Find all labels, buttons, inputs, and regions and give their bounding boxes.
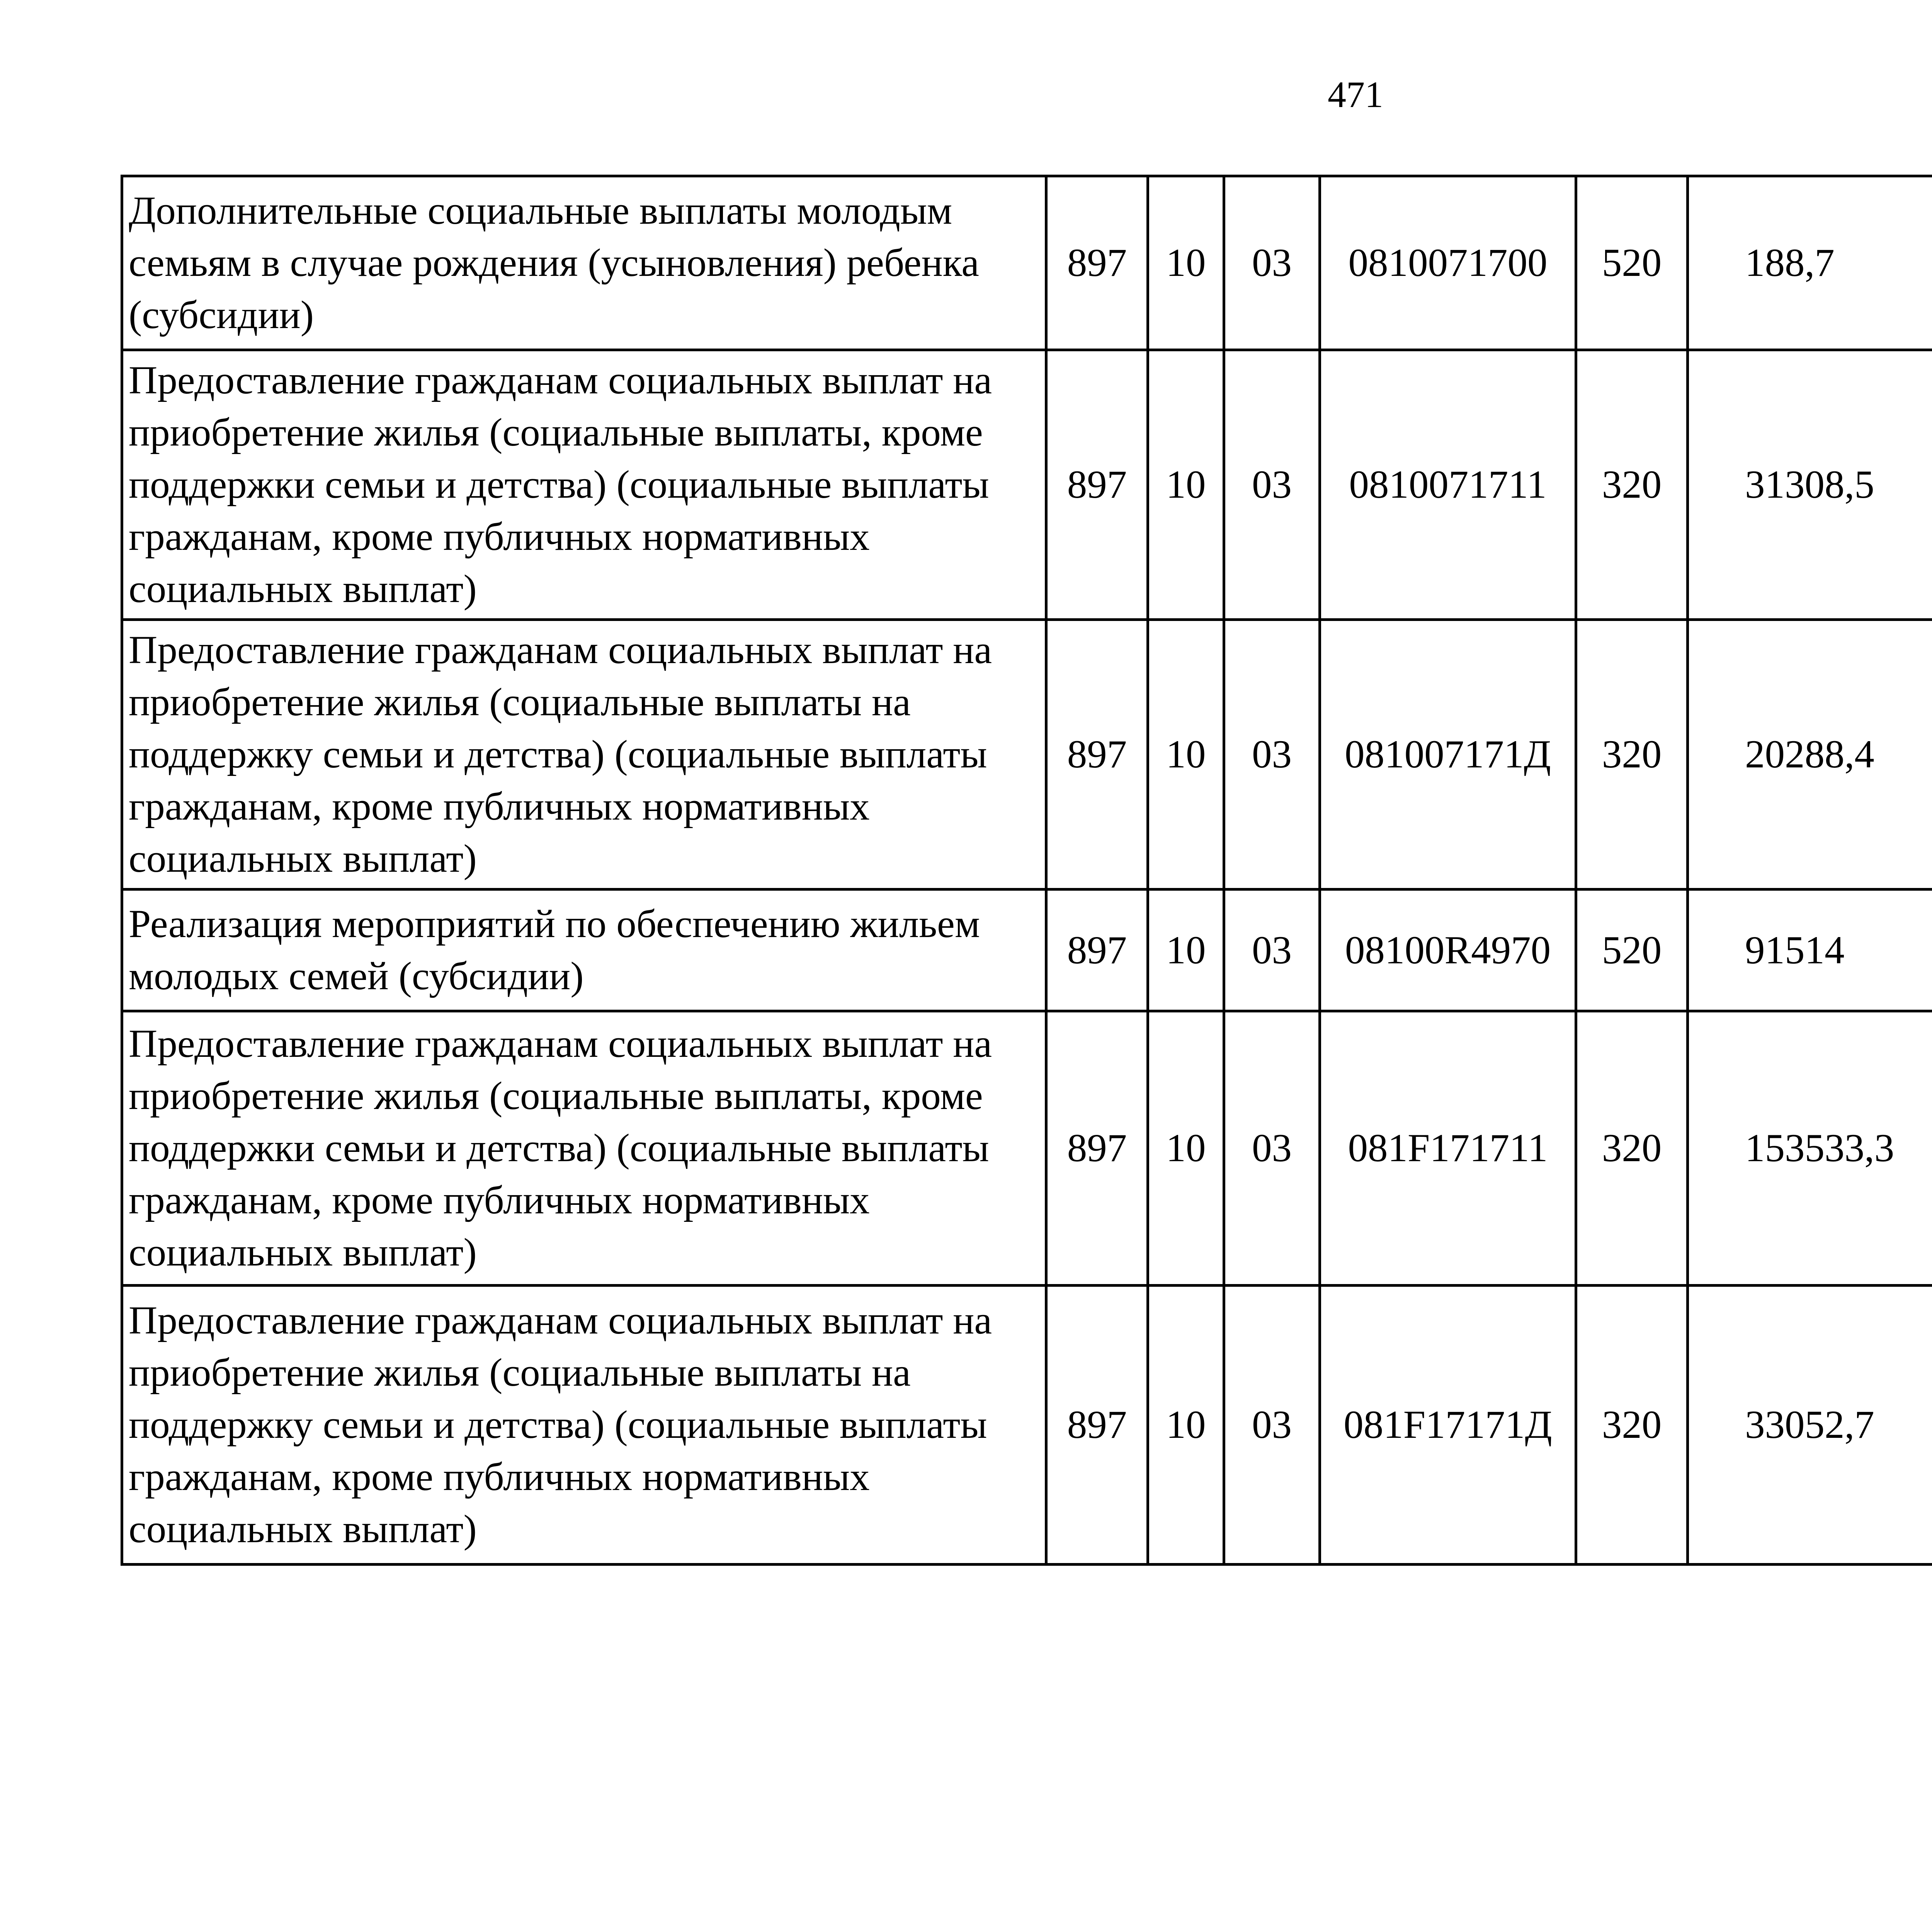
ministry-cell: 897 xyxy=(1046,1011,1148,1286)
row-name-cell: Предоставление гражданам социальных выплат на приобретение жилья (социальные выплаты, кроме поддержки семьи и детства) (социальные выплаты гражданам, кроме публичных нормативных социальных выплат) xyxy=(122,350,1046,620)
ministry-cell: 897 xyxy=(1046,890,1148,1011)
amount-1-cell: 31308,5 xyxy=(1688,350,1932,620)
expense-type-cell: 520 xyxy=(1576,890,1688,1011)
target-article-cell: 0810071700 xyxy=(1320,176,1576,350)
section-cell: 10 xyxy=(1148,620,1224,890)
table-row xyxy=(122,1286,1932,1565)
budget-table xyxy=(121,175,1932,1566)
expense-type-cell: 320 xyxy=(1576,1011,1688,1286)
amount-1-cell: 33052,7 xyxy=(1688,1286,1932,1565)
section-cell: 10 xyxy=(1148,1286,1224,1565)
subsection-cell: 03 xyxy=(1224,176,1320,350)
table-row xyxy=(122,620,1932,890)
target-article-cell: 08100R4970 xyxy=(1320,890,1576,1011)
amount-1-cell: 91514 xyxy=(1688,890,1932,1011)
section-cell: 10 xyxy=(1148,1011,1224,1286)
section-cell: 10 xyxy=(1148,890,1224,1011)
ministry-cell: 897 xyxy=(1046,176,1148,350)
table-row xyxy=(122,176,1932,350)
target-article-cell: 081007171Д xyxy=(1320,620,1576,890)
expense-type-cell: 320 xyxy=(1576,350,1688,620)
row-name-cell: Реализация мероприятий по обеспечению жильем молодых семей (субсидии) xyxy=(122,890,1046,1011)
ministry-cell: 897 xyxy=(1046,620,1148,890)
row-name-cell: Предоставление гражданам социальных выплат на приобретение жилья (социальные выплаты, кроме поддержки семьи и детства) (социальные выплаты гражданам, кроме публичных нормативных социальных выплат) xyxy=(122,1011,1046,1286)
subsection-cell: 03 xyxy=(1224,620,1320,890)
subsection-cell: 03 xyxy=(1224,1286,1320,1565)
table-row xyxy=(122,1011,1932,1286)
amount-1-cell: 153533,3 xyxy=(1688,1011,1932,1286)
amount-1-cell: 188,7 xyxy=(1688,176,1932,350)
section-cell: 10 xyxy=(1148,350,1224,620)
target-article-cell: 081F171711 xyxy=(1320,1011,1576,1286)
table-row xyxy=(122,350,1932,620)
expense-type-cell: 320 xyxy=(1576,1286,1688,1565)
row-name-cell: Дополнительные социальные выплаты молодым семьям в случае рождения (усыновления) ребенка (субсидии) xyxy=(122,176,1046,350)
subsection-cell: 03 xyxy=(1224,890,1320,1011)
row-name-cell: Предоставление гражданам социальных выплат на приобретение жилья (социальные выплаты на поддержку семьи и детства) (социальные выплаты гражданам, кроме публичных нормативных социальных выплат) xyxy=(122,620,1046,890)
section-cell: 10 xyxy=(1148,176,1224,350)
ministry-cell: 897 xyxy=(1046,350,1148,620)
table-row xyxy=(122,890,1932,1011)
row-name-cell: Предоставление гражданам социальных выплат на приобретение жилья (социальные выплаты на поддержку семьи и детства) (социальные выплаты гражданам, кроме публичных нормативных социальных выплат) xyxy=(122,1286,1046,1565)
amount-1-cell: 20288,4 xyxy=(1688,620,1932,890)
expense-type-cell: 320 xyxy=(1576,620,1688,890)
page-number: 471 xyxy=(1328,74,1383,115)
subsection-cell: 03 xyxy=(1224,350,1320,620)
expense-type-cell: 520 xyxy=(1576,176,1688,350)
ministry-cell: 897 xyxy=(1046,1286,1148,1565)
subsection-cell: 03 xyxy=(1224,1011,1320,1286)
target-article-cell: 081F17171Д xyxy=(1320,1286,1576,1565)
target-article-cell: 0810071711 xyxy=(1320,350,1576,620)
